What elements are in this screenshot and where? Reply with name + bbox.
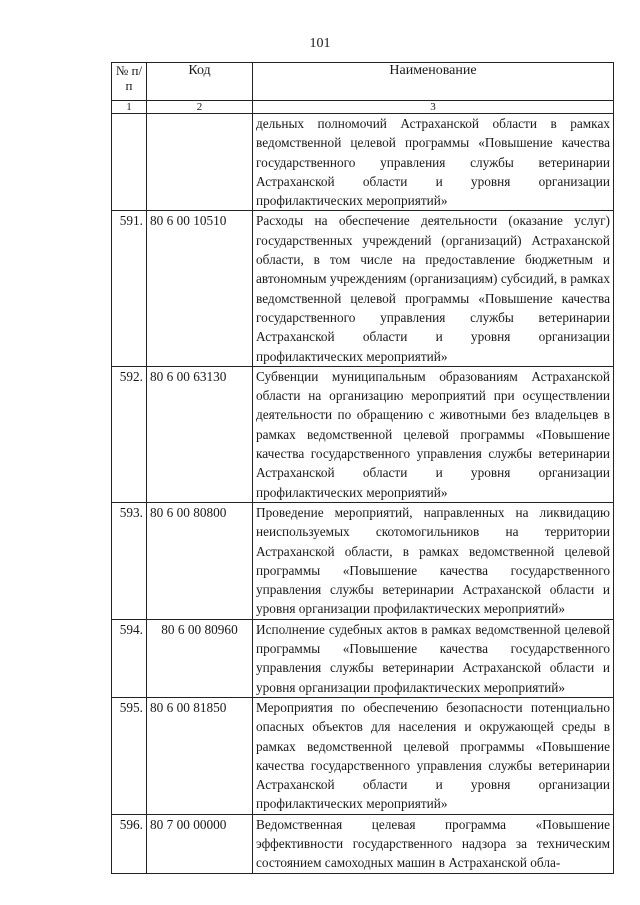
column-number-2: 2 <box>147 101 253 114</box>
row-code <box>147 114 253 211</box>
row-number: 596. <box>112 814 147 873</box>
page-number: 101 <box>309 36 331 51</box>
table-row <box>112 366 614 502</box>
classification-table <box>111 62 614 874</box>
row-number <box>112 114 147 211</box>
column-number-row <box>112 101 614 114</box>
header-number: № п/п <box>112 63 147 101</box>
row-name: Проведение мероприятий, направленных на ликвидацию неиспользуемых скотомогильников на территории Астраханской области, в рамках ведомственной целевой программы «Повышение качества государственного управления службы ветеринарии Астраханской области и уровня организации профилактических мероприятий» <box>253 502 614 619</box>
row-name: Ведомственная целевая программа «Повышение эффективности государственного надзора за техническим состоянием самоходных машин в Астраханской обла- <box>253 814 614 873</box>
row-number: 595. <box>112 697 147 814</box>
table-row <box>112 697 614 814</box>
column-number-1: 1 <box>112 101 147 114</box>
header-code: Код <box>147 63 253 101</box>
row-code: 80 6 00 81850 <box>147 697 253 814</box>
table-header-row <box>112 63 614 101</box>
table-row <box>112 619 614 697</box>
row-name: Мероприятия по обеспечению безопасности потенциально опасных объектов для населения и окружающей среды в рамках ведомственной целевой программы «Повышение качества государственного управления службы ветеринарии Астраханской области и уровня организации профилактических мероприятий» <box>253 697 614 814</box>
table-row <box>112 211 614 366</box>
table-row <box>112 502 614 619</box>
row-number: 591. <box>112 211 147 366</box>
row-name: Исполнение судебных актов в рамках ведомственной целевой программы «Повышение качества государственного управления службы ветеринарии Астраханской области и уровня организации профилактических мероприятий» <box>253 619 614 697</box>
row-name: дельных полномочий Астраханской области в рамках ведомственной целевой программы «Повышение качества государственного управления службы ветеринарии Астраханской области и уровня организации профилактических мероприятий» <box>253 114 614 211</box>
header-name: Наименование <box>253 63 614 101</box>
row-number: 594. <box>112 619 147 697</box>
table-row <box>112 814 614 873</box>
table-row <box>112 114 614 211</box>
row-number: 592. <box>112 366 147 502</box>
row-code: 80 6 00 10510 <box>147 211 253 366</box>
column-number-3: 3 <box>253 101 614 114</box>
row-name: Расходы на обеспечение деятельности (оказание услуг) государственных учреждений (организаций) Астраханской области, в том числе на предоставление бюджетным и автономным учреждениям (организациям) субсидий, в рамках ведомственной целевой программы «Повышение качества государственного управления службы ветеринарии Астраханской области и уровня организации профилактических мероприятий» <box>253 211 614 366</box>
row-number: 593. <box>112 502 147 619</box>
row-code: 80 7 00 00000 <box>147 814 253 873</box>
row-name: Субвенции муниципальным образованиям Астраханской области на организацию мероприятий при осуществлении деятельности по обращению с животными без владельцев в рамках ведомственной целевой программы «Повышение качества государственного управления службы ветеринарии Астраханской области и уровня организации профилактических мероприятий» <box>253 366 614 502</box>
row-code: 80 6 00 80800 <box>147 502 253 619</box>
row-code: 80 6 00 80960 <box>147 619 253 697</box>
row-code: 80 6 00 63130 <box>147 366 253 502</box>
